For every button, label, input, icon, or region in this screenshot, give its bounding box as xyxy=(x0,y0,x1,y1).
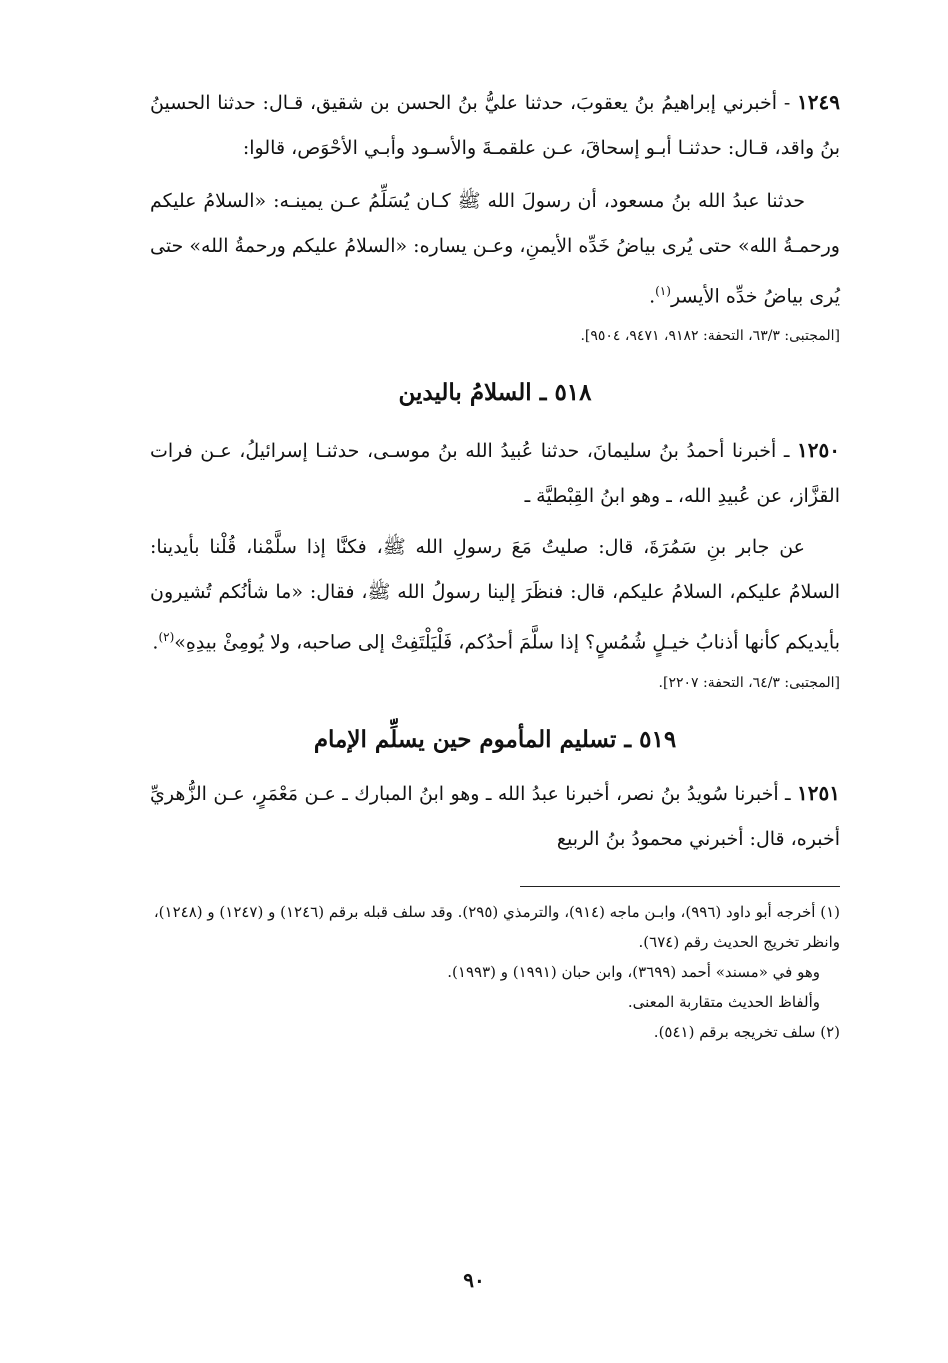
footnote-1-cont: وهو في «مسند» أحمد (٣٦٩٩)، وابن حبان (١٩٩١) و (١٩٩٣). xyxy=(447,962,820,981)
period: . xyxy=(152,631,159,654)
isnad-text: ـ أخبرنا سُويدُ بنُ نصر، أخبرنا عبدُ الله ـ وهو ابنُ المبارك ـ عـن مَعْمَرٍ، عـن الزُّهريِّ أخبره، قال: أخبرني محمودُ بنُ الربيع xyxy=(150,782,840,850)
hadith-number: ١٢٤٩ xyxy=(797,90,840,114)
hadith-1250-source: [المجتبى: ٦٤/٣، التحفة: ٢٢٠٧]. xyxy=(658,674,840,691)
matn-text: حدثنا عبدُ الله بنُ مسعود، أن رسولَ الله ﷺ كـان يُسَلِّمُ عـن يمينـه: «السلامُ عليكم ورحمـةُ الله» حتى يُرى بياضُ خَدِّه الأيمنِ، وعـن يساره: «السلامُ عليكم ورحمةُ الله» حتى يُرى بياضُ خدِّه الأيسر xyxy=(149,190,840,308)
period: . xyxy=(649,285,656,308)
footnote-2: (٢) سلف تخريجه برقم (٥٤١). xyxy=(653,1022,840,1041)
hadith-number: ١٢٥١ xyxy=(797,780,840,805)
hadith-number: ١٢٥٠ xyxy=(797,438,840,463)
footnote-divider xyxy=(520,886,840,887)
hadith-1250-matn xyxy=(150,525,840,665)
hadith-1249-matn xyxy=(150,179,840,319)
chapter-518-title: ٥١٨ ـ السلامُ باليدين xyxy=(398,379,592,407)
hadith-1249-source: [المجتبى: ٦٣/٣، التحفة: ٩١٨٢، ٩٤٧١، ٩٥٠٤]. xyxy=(580,328,840,345)
hadith-1251-isnad xyxy=(150,771,840,862)
hadith-1249-isnad xyxy=(150,80,840,171)
isnad-text: - أخبرني إبراهيمُ بنُ يعقوبَ، حدثنا عليُّ بنُ الحسن بن شقيق، قـال: حدثنا الحسينُ بنُ واقد، قـال: حدثنـا أبـو إسحاقَ، عـن علقمـةَ والأسـود وأبـي الأحْوَص، قالوا: xyxy=(150,92,840,159)
footnote-1: (١) أخرجه أبو داود (٩٩٦)، وابـن ماجه (٩١٤)، والترمذي (٢٩٥). وقد سلف قبله برقم (١٢٤٦) و (١٢٤٧) و (١٢٤٨)، وانظر تخريج الحديث رقم (٦٧٤). xyxy=(153,902,840,951)
matn-text: عن جابر بنِ سَمُرَةَ، قال: صليتُ مَعَ رسولِ الله ﷺ، فكنَّا إذا سلَّمْنا، قُلْنا بأيدينا: السلامُ عليكم، السلامُ عليكم، قال: فنظَرَ إلينا رسولُ الله ﷺ، فقال: «ما شأنُكم تُشيرون بأيديكم كأنها أذنابُ خيـلٍ شُمُسٍ؟ إذا سلَّمَ أحدُكم، فَلْيَلْتَفِتْ إلى صاحبه، ولا يُومِئْ بيدِهِ» xyxy=(150,536,840,654)
hadith-1250-isnad xyxy=(150,428,840,519)
chapter-519-title: ٥١٩ ـ تسليم المأموم حين يسلِّم الإمام xyxy=(313,725,677,753)
footnote-ref[interactable]: (١) xyxy=(655,284,671,298)
page-number: ٩٠ xyxy=(463,1268,485,1292)
isnad-text: ـ أخبرنا أحمدُ بنُ سليمانَ، حدثنا عُبيدُ الله بنُ موسـى، حدثنـا إسرائيلُ، عـن فرات القزَّاز، عن عُبيدِ الله، ـ وهو ابنُ القِبْطيَّة ـ xyxy=(150,440,840,508)
page-body xyxy=(150,80,840,1047)
footnote-ref[interactable]: (٢) xyxy=(158,630,175,645)
footnote-1-note: وألفاظ الحديث متقاربة المعنى. xyxy=(627,992,820,1011)
